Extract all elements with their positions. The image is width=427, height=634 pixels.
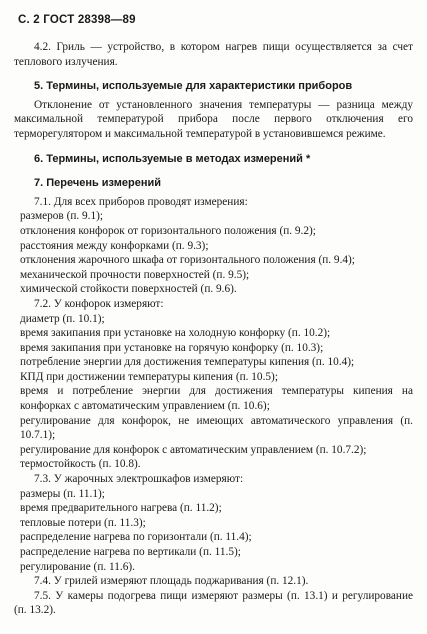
list-item: регулирование для конфорок с автоматическим управлением (п. 10.7.2); <box>20 443 367 456</box>
list-item: химической стойкости поверхностей (п. 9.6). <box>20 283 237 296</box>
list-item: термостойкость (п. 10.8). <box>20 458 141 471</box>
list-item: время и потребление энергии для достижения температуры кипения на конфорках с автоматическим управлением (п. 10.6); <box>20 385 413 413</box>
list-item: распределение нагрева по горизонтали (п. 11.4); <box>20 531 252 544</box>
section-5-title: 5. Термины, используемые для характеристики приборов <box>34 80 353 93</box>
list-item: отклонения конфорок от горизонтального положения (п. 9.2); <box>20 224 316 237</box>
list-item: время предварительного нагрева (п. 11.2); <box>20 502 222 515</box>
section-7-title: 7. Перечень измерений <box>34 177 161 190</box>
list-item: регулирование для конфорок, не имеющих автоматического управления (п. 10.7.1); <box>20 414 413 442</box>
list-item: размеры (п. 11.1); <box>20 487 105 500</box>
list-item: КПД при достижении температуры кипения (п. 10.5); <box>20 370 278 383</box>
page-header: С. 2 ГОСТ 28398—89 <box>18 14 136 26</box>
list-item: расстояния между конфорками (п. 9.3); <box>20 239 209 252</box>
section-6-title: 6. Термины, используемые в методах измерений * <box>34 152 311 165</box>
list-item: регулирование (п. 11.6). <box>20 560 135 573</box>
list-item: механической прочности поверхностей (п. 9.5); <box>20 268 250 281</box>
list-item: время закипания при установке на горячую конфорку (п. 10.3); <box>20 341 324 354</box>
list-item: размеров (п. 9.1); <box>20 210 104 223</box>
list-item: тепловые потери (п. 11.3); <box>20 516 146 529</box>
list-item: 7.3. У жарочных электрошкафов измеряют: <box>34 473 244 486</box>
list-item: 7.5. У камеры подогрева пищи измеряют размеры (п. 13.1) и регулирование (п. 13.2). <box>14 589 413 617</box>
list-item: отклонения жарочного шкафа от горизонтального положения (п. 9.4); <box>20 254 355 267</box>
list-item: 7.1. Для всех приборов проводят измерения: <box>34 195 248 208</box>
paragraph-4-2: 4.2. Гриль — устройство, в котором нагрев пищи осуществляется за счет теплового излучения. <box>14 41 413 68</box>
section-5-text: Отклонение от установленного значения температуры — разница между максимальной температурой прибора после первого отключения его терморегулятором и максимальной температурой в установившемся режиме. <box>14 98 413 140</box>
document-body <box>14 40 413 618</box>
list-item: распределение нагрева по вертикали (п. 11.5); <box>20 546 241 558</box>
list-item: потребление энергии для достижения температуры кипения (п. 10.4); <box>20 356 355 369</box>
list-item: 7.4. У грилей измеряют площадь поджаривания (п. 12.1). <box>34 575 309 588</box>
measurement-list <box>14 195 413 618</box>
list-item: 7.2. У конфорок измеряют: <box>34 297 164 310</box>
list-item: время закипания при установке на холодную конфорку (п. 10.2); <box>20 327 331 340</box>
list-item: диаметр (п. 10.1); <box>20 312 105 325</box>
